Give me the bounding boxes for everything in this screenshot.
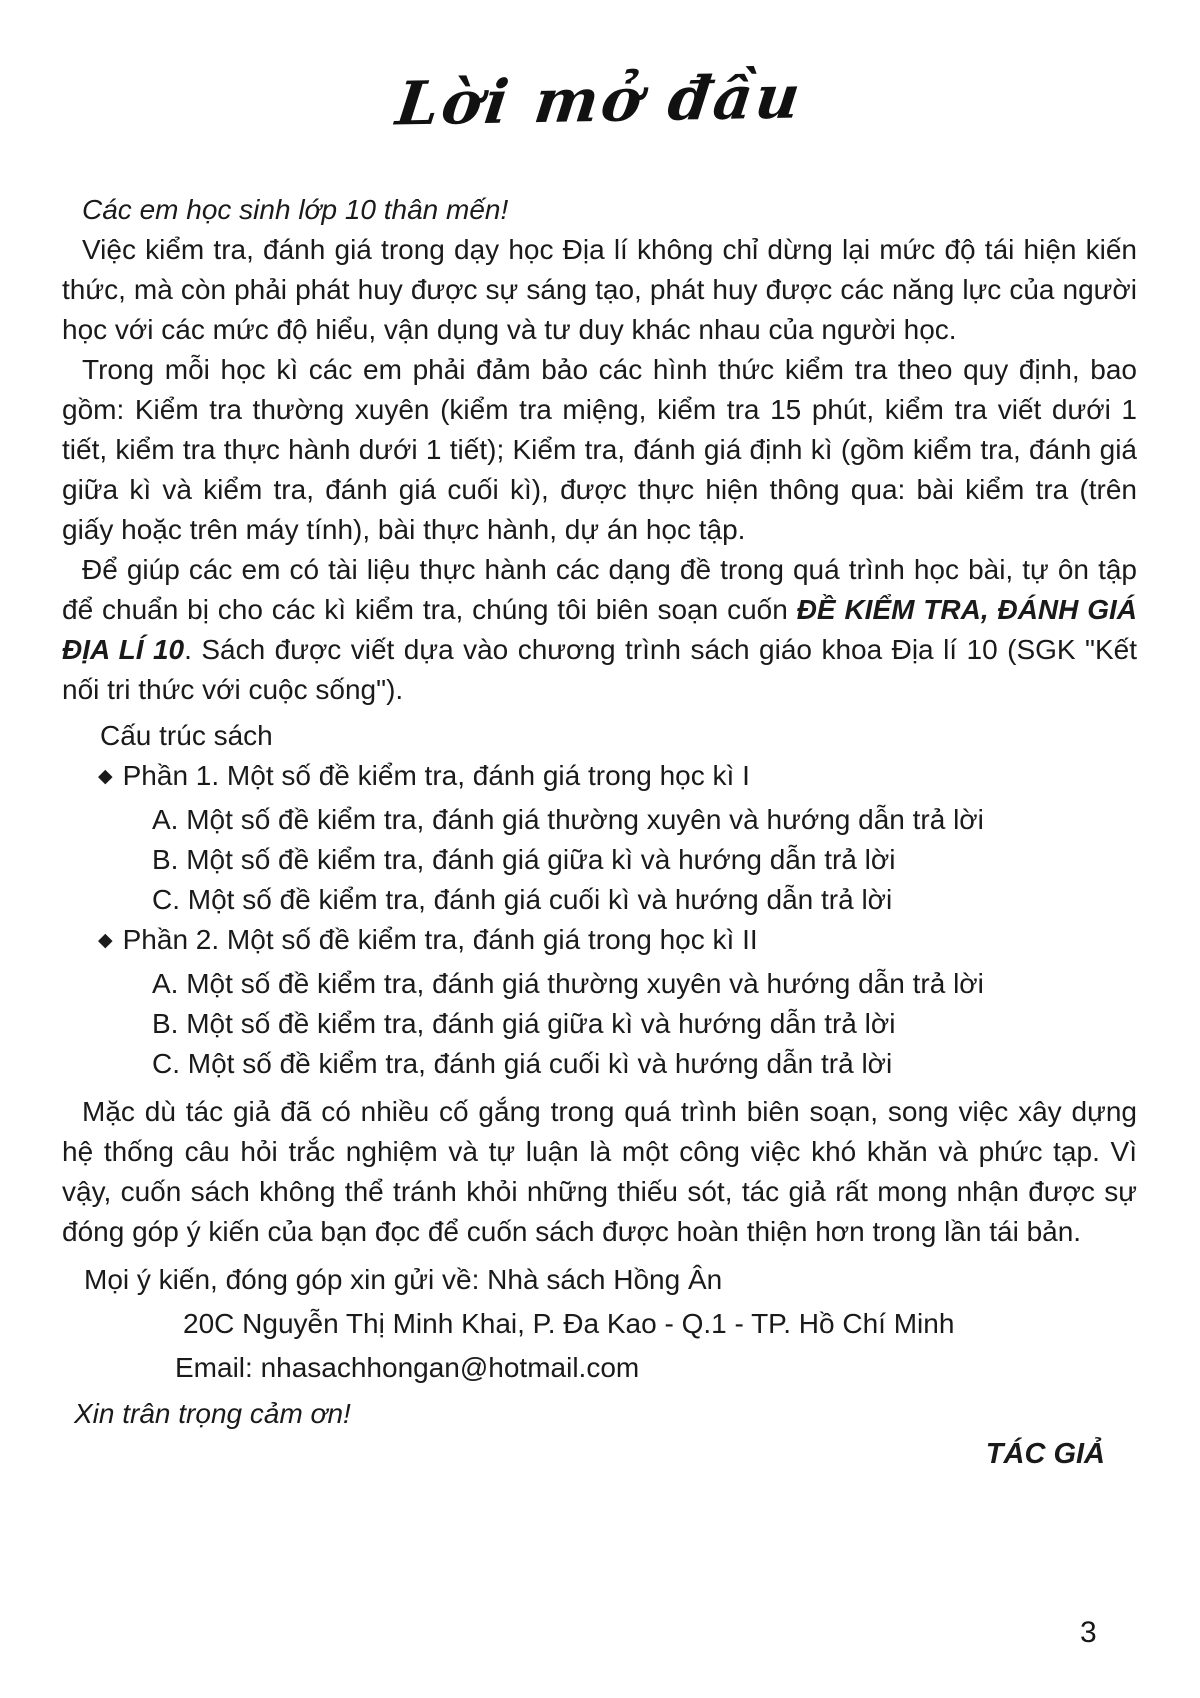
book-purpose-text-before: Để giúp các em có tài liệu thực hành các dạng đề trong quá trình học bài, tự ôn tập để chuẩn bị cho các kì kiểm tra, chúng tôi biên soạn cuốn — [62, 554, 1137, 625]
structure-part-1-item-a: A. Một số đề kiểm tra, đánh giá thường xuyên và hướng dẫn trả lời — [152, 804, 984, 835]
paragraph-book-purpose — [62, 550, 1137, 710]
paragraph-apology: Mặc dù tác giả đã có nhiều cố gắng trong quá trình biên soạn, song việc xây dựng hệ thống câu hỏi trắc nghiệm và tự luận là một công việc khó khăn và phức tạp. Vì vậy, cuốn sách không thể tránh khỏi những thiếu sót, tác giả rất mong nhận được sự đóng góp ý kiến của bạn đọc để cuốn sách được hoàn thiện hơn trong lần tái bản. — [62, 1096, 1137, 1247]
thanks-line: Xin trân trọng cảm ơn! — [74, 1398, 351, 1429]
book-purpose-text-after: . Sách được viết dựa vào chương trình sách giáo khoa Địa lí 10 (SGK "Kết nối tri thức với cuộc sống"). — [62, 634, 1137, 705]
paragraph-assessment-role: Việc kiểm tra, đánh giá trong dạy học Địa lí không chỉ dừng lại mức độ tái hiện kiến thức, mà còn phải phát huy được sự sáng tạo, phát huy được các năng lực của người học với các mức độ hiểu, vận dụng và tư duy khác nhau của người học. — [62, 234, 1137, 345]
structure-part-2 — [98, 920, 1137, 964]
diamond-bullet-icon: ◆ — [98, 766, 113, 787]
address-line: 20C Nguyễn Thị Minh Khai, P. Đa Kao - Q.1 - TP. Hồ Chí Minh — [183, 1308, 955, 1339]
structure-part-1 — [98, 756, 1137, 800]
page-number: 3 — [1080, 1616, 1097, 1649]
author-signature: TÁC GIẢ — [985, 1438, 1105, 1470]
diamond-bullet-icon: ◆ — [98, 930, 113, 951]
contact-intro-line: Mọi ý kiến, đóng góp xin gửi về: Nhà sách Hồng Ân — [84, 1264, 723, 1295]
book-title-emphasis: ĐỀ KIỂM TRA, ĐÁNH GIÁ ĐỊA LÍ 10 — [62, 594, 1137, 665]
structure-part-2-item-c: C. Một số đề kiểm tra, đánh giá cuối kì và hướng dẫn trả lời — [152, 1048, 893, 1079]
structure-part-2-item-a: A. Một số đề kiểm tra, đánh giá thường xuyên và hướng dẫn trả lời — [152, 968, 984, 999]
structure-part-2-label: Phần 2. Một số đề kiểm tra, đánh giá trong học kì II — [122, 924, 758, 955]
structure-part-2-item-b: B. Một số đề kiểm tra, đánh giá giữa kì và hướng dẫn trả lời — [152, 1008, 896, 1039]
structure-part-1-label: Phần 1. Một số đề kiểm tra, đánh giá trong học kì I — [122, 760, 750, 791]
greeting-line: Các em học sinh lớp 10 thân mến! — [82, 194, 509, 225]
structure-part-1-item-b: B. Một số đề kiểm tra, đánh giá giữa kì và hướng dẫn trả lời — [152, 844, 896, 875]
structure-part-1-item-c: C. Một số đề kiểm tra, đánh giá cuối kì và hướng dẫn trả lời — [152, 884, 893, 915]
email-line: Email: nhasachhongan@hotmail.com — [175, 1352, 640, 1383]
structure-heading: Cấu trúc sách — [100, 720, 273, 751]
paragraph-exam-forms: Trong mỗi học kì các em phải đảm bảo các hình thức kiểm tra theo quy định, bao gồm: Kiểm tra thường xuyên (kiểm tra miệng, kiểm tra 15 phút, kiểm tra viết dưới 1 tiết, kiểm tra thực hành dưới 1 tiết); Kiểm tra, đánh giá định kì (gồm kiểm tra, đánh giá giữa kì và kiểm tra, đánh giá cuối kì), được thực hiện thông qua: bài kiểm tra (trên giấy hoặc trên máy tính), bài thực hành, dự án học tập. — [62, 354, 1137, 545]
page-title: Lời mở đầu — [392, 62, 807, 140]
